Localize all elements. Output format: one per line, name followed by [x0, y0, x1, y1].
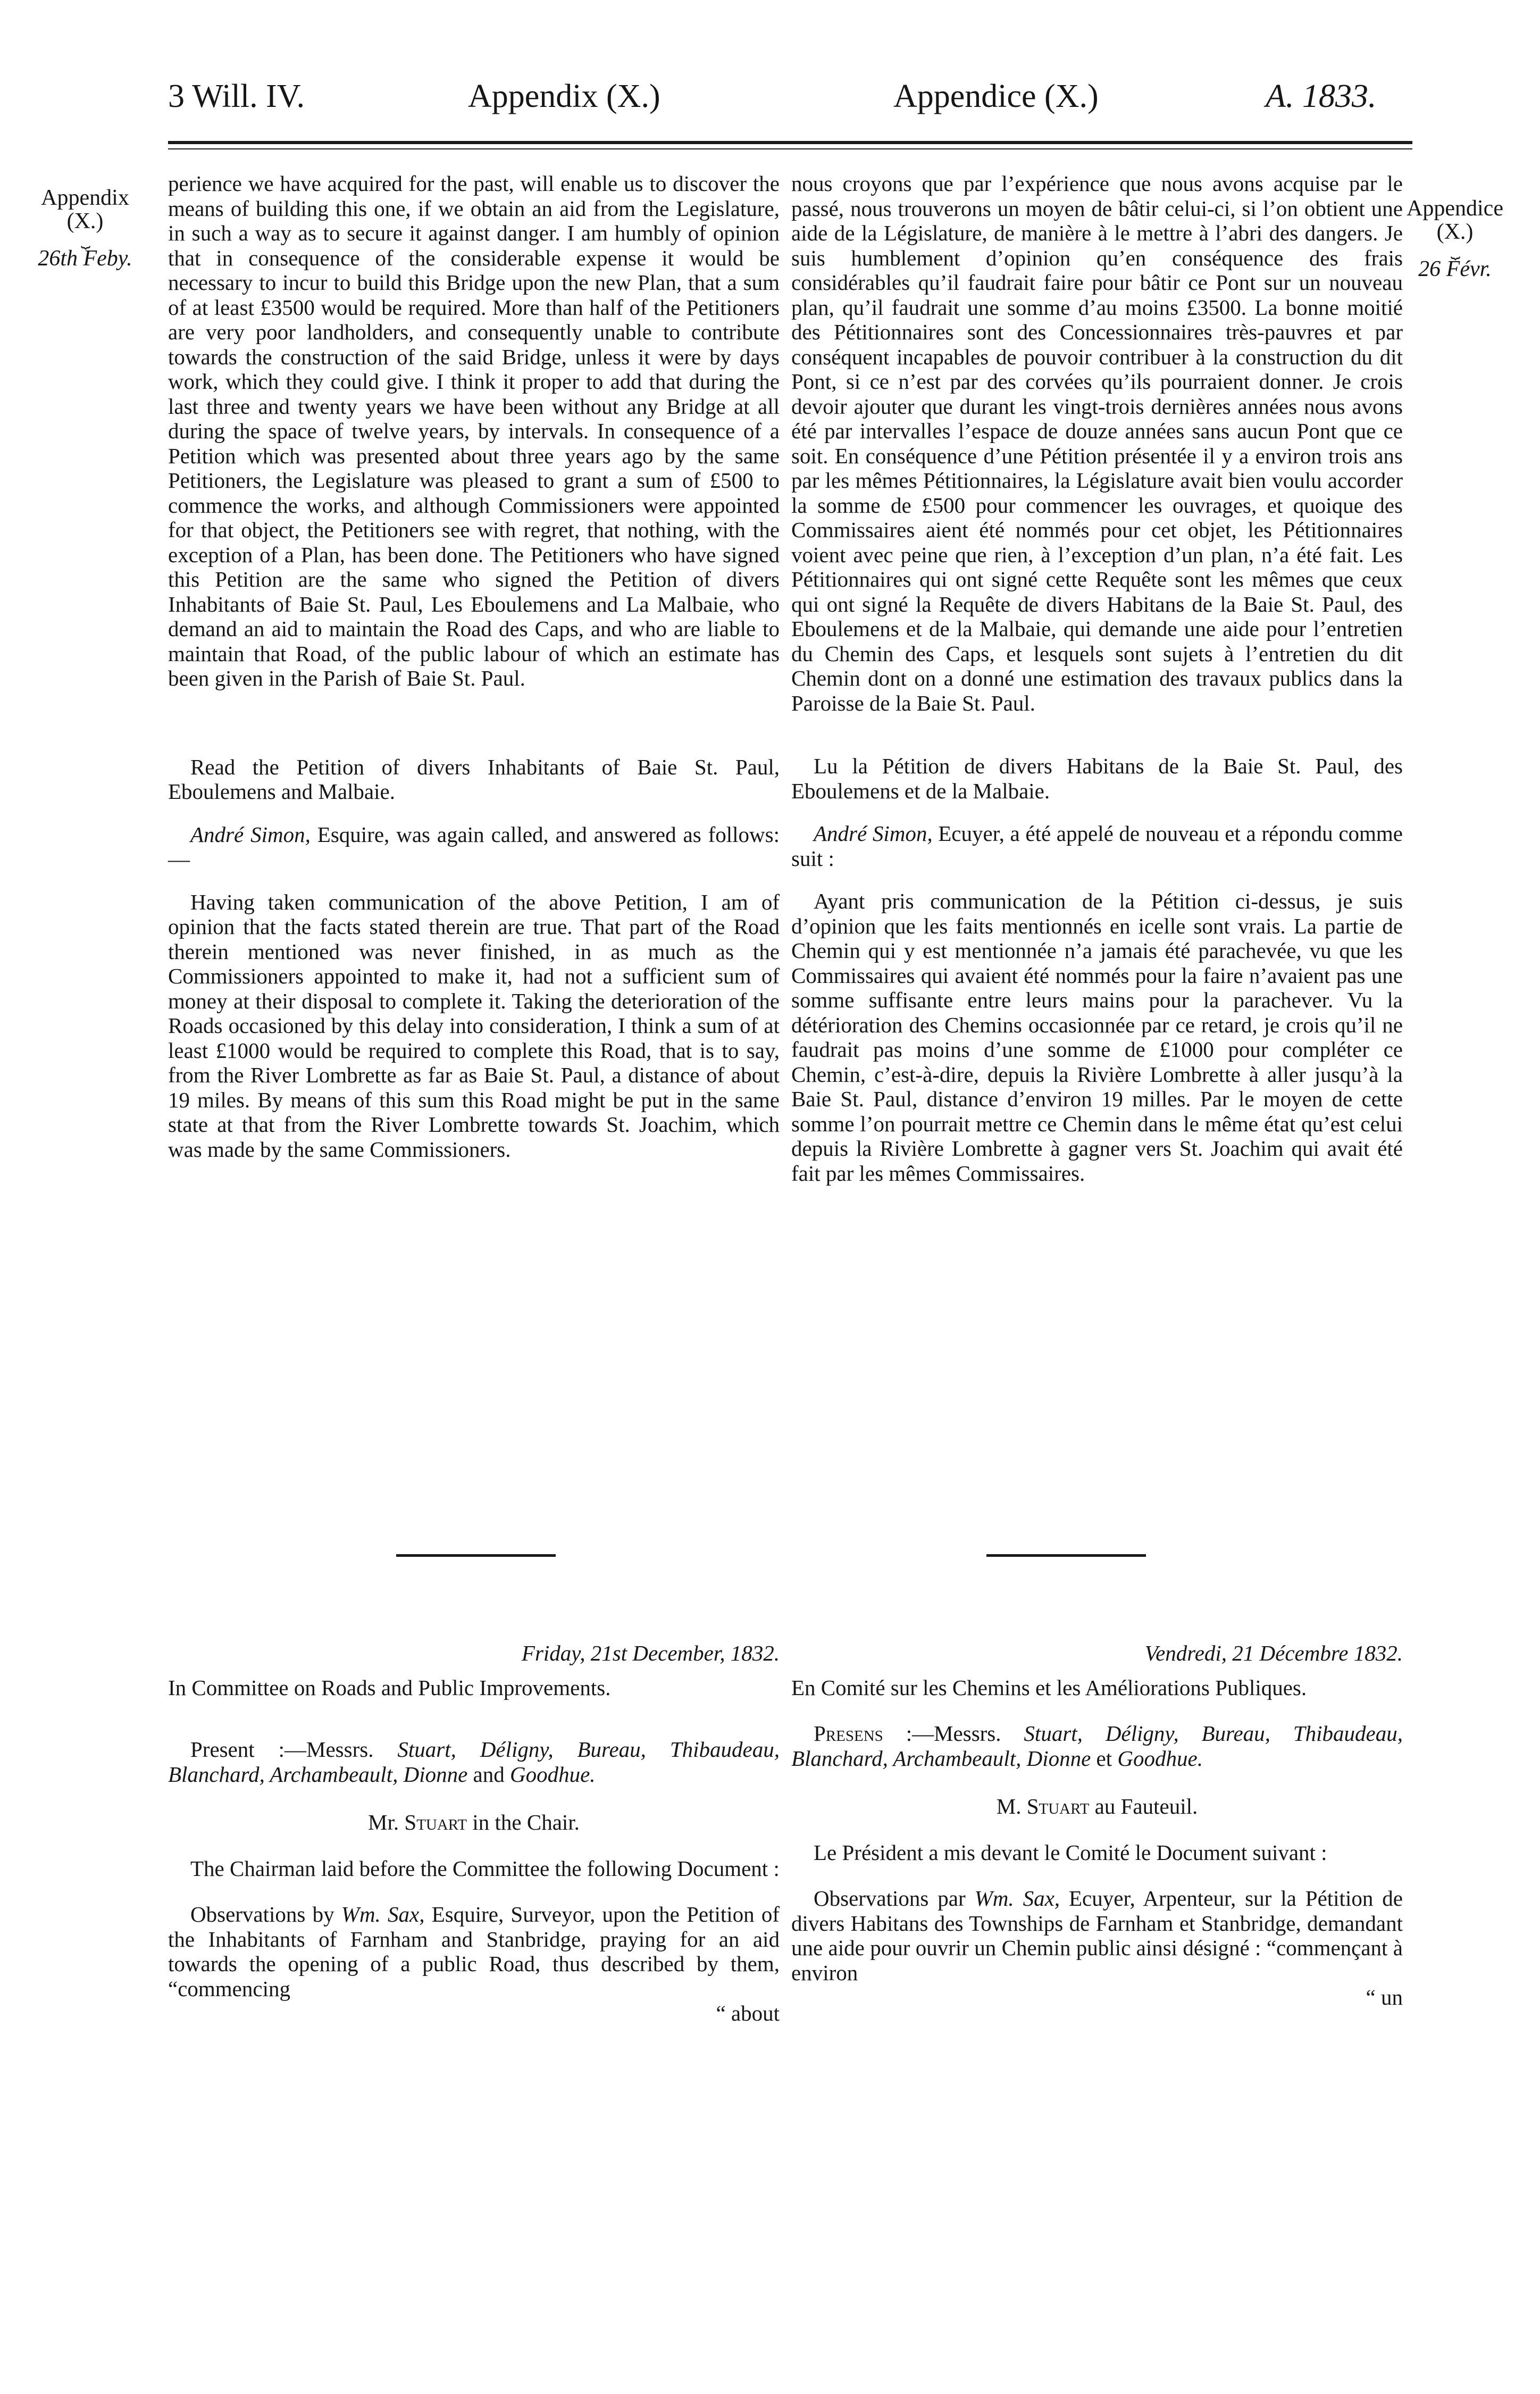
french-present-last: Goodhue. [1117, 1746, 1203, 1771]
english-read-petition: Read the Petition of divers Inhabitants of Baie St. Paul, Eboulemens and Malbaie. [168, 754, 780, 804]
english-observations-text: Esquire, Surveyor, upon the Petition of the Inhabitants of Farnham and Stanbridge, praying for an aid towards the opening of a public Road, thus described by them, “commencing [168, 1902, 780, 2001]
french-column-bottom [791, 1641, 1403, 2010]
french-chair-mr: M. [996, 1794, 1027, 1819]
english-section-divider [396, 1554, 556, 1557]
header-year: A. 1833. [1266, 78, 1377, 114]
english-chair-text: in the Chair. [467, 1810, 580, 1834]
header-rule-thin [168, 148, 1412, 149]
english-witness-answer: Having taken communication of the above Petition, I am of opinion that the facts stated therein are true. That part of the Road therein mentioned was never finished, in as much as the Commissioners appointed to make it, had not a sufficient sum of money at their disposal to complete it. Taking the deterioration of the Roads occasioned by this delay into consideration, I think a sum of at least £1000 would be required to complete this Road, that is to say, from the River Lombrette as far as Baie St. Paul, a distance of about 19 miles. By means of this sum this Road might be put in the same state at that from the River Lombrette towards St. Joachim, which was made by the same Commissioners. [168, 889, 780, 1162]
french-catchword: “ un [1366, 1985, 1403, 2009]
english-committee-title: In Committee on Roads and Public Improvements. [168, 1675, 611, 1700]
english-column-top [168, 171, 780, 1162]
french-document-laid: Le Président a mis devant le Comité le Document suivant : [814, 1840, 1327, 1865]
margin-note-left-line1: Appendix [41, 186, 129, 210]
margin-note-right-date: 26 Févr. [1418, 257, 1492, 281]
margin-note-right-line2: (X.) [1436, 220, 1474, 244]
french-present-names: Stuart, Déligny, Bureau, Thibaudeau, Blanchard, Archambeault, Dionne [791, 1721, 1403, 1771]
french-present-dash: :—Messrs. [883, 1721, 1024, 1746]
margin-note-left-line2: (X.) [66, 209, 104, 233]
french-present-and: et [1091, 1746, 1118, 1771]
english-chair-name: Stuart [404, 1810, 467, 1834]
french-witness-name: André Simon, [814, 821, 933, 846]
french-paragraph-bridge: nous croyons que par l’expérience que nous avons acquise par le passé, nous trouverons un moyen de bâtir celui-ci, si l’on obtient une aide de la Législature, de manière à le mettre à l’abri des dangers. Je suis humblement d’opinion qu’en conséquence des frais considérables qu’il faudrait faire pour bâtir ce Pont sur un nouveau plan, qu’il faudrait une somme d’au moins £3500. La bonne moitié des Pétitionnaires sont des Concessionnaires très-pauvres et par conséquent incapables de pouvoir contribuer à la construction du dit Pont, si ce n’est par des corvées qu’ils pourraient donner. Je crois devoir ajouter que durant les vingt-trois dernières années nous avons été par intervalles l’espace de douze années sans aucun Pont que ce soit. En conséquence d’une Pétition présentée il y a environ trois ans par les mêmes Pétitionnaires, la Législature avait bien voulu accorder la somme de £500 pour commencer les ouvrages, et quoique des Commissaires aient été nommés pour cet objet, les Pétitionnaires voient avec peine que rien, à l’exception d’un plan, n’a été fait. Les Pétitionnaires qui ont signé cette Requête sont les mêmes que ceux qui ont signé la Requête de divers Habitans de la Baie St. Paul, des Eboulemens et de la Malbaie, qui demande une aide pour l’entretien du Chemin des Caps, et lesquels sont sujets à l’entretien du dit Chemin dont on a donné une estimation des travaux publics dans la Paroisse de la Baie St. Paul. [791, 171, 1403, 715]
french-section-divider [986, 1554, 1146, 1557]
english-present-last: Goodhue. [510, 1762, 596, 1787]
brace-icon: ⏟ [81, 231, 89, 248]
french-observations [791, 1886, 1403, 1985]
french-witness-text: Ecuyer, a été appelé de nouveau et a répondu comme suit : [791, 821, 1403, 871]
french-observations-name: Wm. Sax, [974, 1886, 1060, 1911]
english-witness-name: André Simon, [190, 822, 311, 847]
french-present-label: Presens [814, 1721, 883, 1746]
french-witness-called [791, 821, 1403, 871]
french-chair-text: au Fauteuil. [1089, 1794, 1198, 1819]
english-paragraph-bridge: perience we have acquired for the past, will enable us to discover the means of building this one, if we obtain an aid from the Legislature, in such a way as to secure it against danger. I am humbly of opinion that in consequence of the considerable expense it would be necessary to incur to build this Bridge upon the new Plan, that a sum of at least £3500 would be required. More than half of the Petitioners are very poor landholders, and consequently unable to contribute towards the construction of the said Bridge, unless it were by days work, which they could give. I think it proper to add that during the last three and twenty years we have been without any Bridge at all during the space of twelve years, by intervals. In consequence of a Petition which was presented about three years ago by the same Petitioners, the Legislature was pleased to grant a sum of £500 to commence the works, and although Commissioners were appointed for that object, the Petitioners see with regret, that nothing, with the exception of a Plan, has been done. The Petitioners who have signed this Petition are the same who signed the Petition of divers Inhabitants of Baie St. Paul, Les Eboulemens and La Malbaie, who demand an aid to maintain the Road des Caps, and who are liable to maintain that Road, of the public labour of which an estimate has been given in the Parish of Baie St. Paul. [168, 171, 780, 690]
french-chair-name: Stuart [1026, 1794, 1090, 1819]
english-column-bottom [168, 1641, 780, 2026]
french-column-top [791, 171, 1403, 1186]
french-witness-answer: Ayant pris communication de la Pétition ci-dessus, je suis d’opinion que les faits mentionnés en icelle sont vrais. La partie de Chemin qui y est mentionnée n’a jamais été parachevée, vu que les Commissaires qui avaient été nommés pour la faire n’avaient pas une somme suffisante entre leurs mains pour la parachever. Vu la détérioration des Chemins occasionnée par ce retard, je crois qu’il ne faudrait pas moins d’une somme de £1000 pour compléter ce Chemin, c’est-à-dire, depuis la Rivière Lombrette à aller jusqu’à la Baie St. Paul, distance d’environ 19 milles. Par le moyen de cette somme l’on pourrait mettre ce Chemin dans le même état qu’est celui depuis la Rivière Lombrette à gagner vers St. Joachim qui avait été fait par les mêmes Commissaires. [791, 889, 1403, 1186]
english-present-members [168, 1737, 780, 1787]
header-appendix-title-fr: Appendice (X.) [893, 78, 1099, 114]
french-date-line: Vendredi, 21 Décembre 1832. [1144, 1641, 1403, 1665]
margin-note-left-date: 26th Feby. [38, 246, 132, 271]
english-observations-start: Observations by [190, 1902, 341, 1926]
english-catchword: “ about [716, 2001, 780, 2025]
english-chair-line [168, 1810, 780, 1835]
english-present-label: Present :—Messrs. [190, 1737, 398, 1762]
french-observations-text: Ecuyer, Arpenteur, sur la Pétition de divers Habitans des Townships de Farnham et Stanbridge, demandant une aide pour ouvrir un Chemin public ainsi désigné : “commençant à environ [791, 1886, 1403, 1985]
french-committee-title: En Comité sur les Chemins et les Améliorations Publiques. [791, 1675, 1307, 1700]
header-appendix-title-en: Appendix (X.) [468, 78, 660, 114]
french-observations-start: Observations par [814, 1886, 975, 1911]
english-document-laid: The Chairman laid before the Committee the following Document : [190, 1856, 780, 1881]
english-chair-mr: Mr. [368, 1810, 405, 1834]
french-present-members [791, 1721, 1403, 1771]
english-observations-name: Wm. Sax, [341, 1902, 425, 1926]
english-present-names: Stuart, Déligny, Bureau, Thibaudeau, Blanchard, Archambeault, Dionne [168, 1737, 780, 1787]
french-read-petition: Lu la Pétition de divers Habitans de la Baie St. Paul, des Eboulemens et de la Malbaie. [791, 754, 1403, 803]
english-date-line: Friday, 21st December, 1832. [521, 1641, 780, 1665]
header-rule-thick [168, 141, 1412, 144]
french-chair-line [791, 1794, 1403, 1819]
header-regnal-year: 3 Will. IV. [168, 78, 305, 114]
english-witness-called [168, 822, 780, 872]
english-witness-text: Esquire, was again called, and answered as follows:— [168, 822, 780, 871]
brace-icon: ⏟ [1451, 241, 1459, 259]
margin-note-left [32, 186, 138, 270]
margin-note-right [1402, 197, 1508, 281]
margin-note-right-line1: Appendice [1407, 196, 1503, 221]
english-observations [168, 1902, 780, 2001]
english-present-and: and [467, 1762, 510, 1787]
